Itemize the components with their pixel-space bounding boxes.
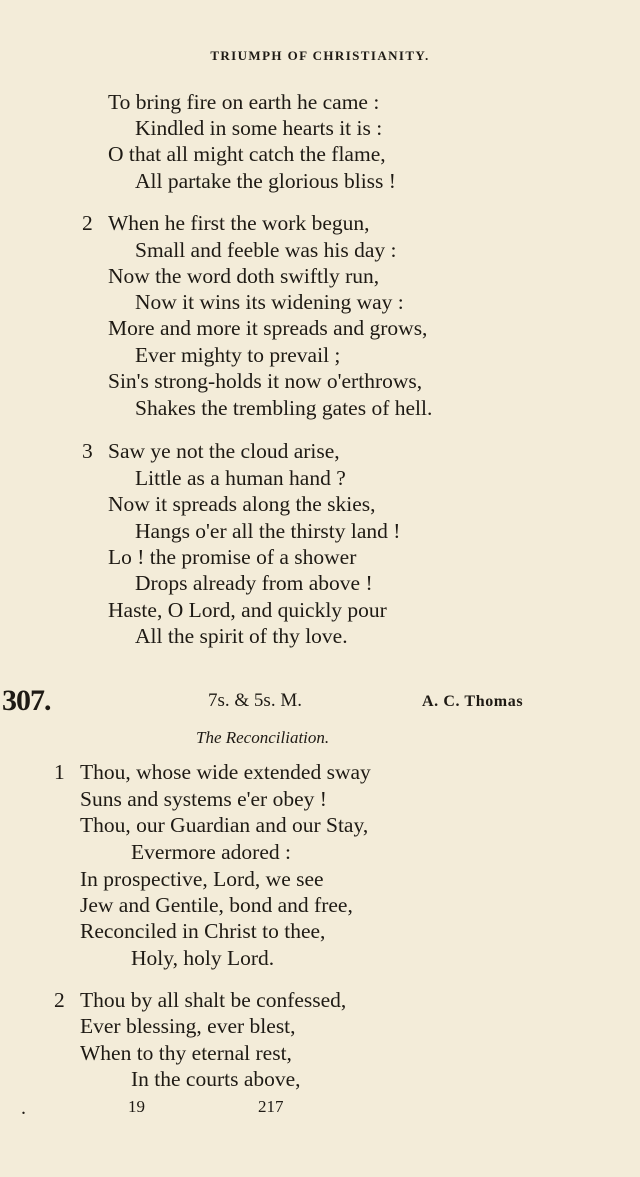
verse-line: Now it spreads along the skies, [108,492,376,516]
verse-line: Drops already from above ! [135,571,373,595]
verse-line: Thou, whose wide extended sway [80,760,371,784]
verse-line: Shakes the trembling gates of hell. [135,396,433,420]
page-number: 217 [258,1097,284,1116]
verse-line: More and more it spreads and grows, [108,316,428,340]
verse-line: When to thy eternal rest, [80,1041,292,1065]
verse-line: Haste, O Lord, and quickly pour [108,598,387,622]
verse-line: Little as a human hand ? [135,466,346,490]
verse-line: Kindled in some hearts it is : [135,116,383,140]
verse-line: Holy, holy Lord. [131,946,275,970]
footer-mark: . [21,1097,26,1119]
verse-line: When he first the work begun, [108,211,370,235]
verse-line: Sin's strong-holds it now o'erthrows, [108,369,423,393]
verse-line: Jew and Gentile, bond and free, [80,893,353,917]
verse-line: Suns and systems e'er obey ! [80,787,327,811]
verse-number: 2 [54,988,65,1012]
signature-mark: 19 [128,1097,145,1116]
verse-line: Now the word doth swiftly run, [108,264,380,288]
verse-line: Small and feeble was his day : [135,238,397,262]
hymn-meter: 7s. & 5s. M. [208,690,302,711]
hymn-author: A. C. Thomas [422,693,524,710]
verse-line: Ever mighty to prevail ; [135,343,341,367]
hymn-title: The Reconciliation. [196,728,330,747]
hymn-number: 307. [2,684,51,717]
verse-line: Saw ye not the cloud arise, [108,439,340,463]
verse-line: Thou by all shalt be confessed, [80,988,347,1012]
verse-line: Thou, our Guardian and our Stay, [80,813,369,837]
verse-number: 3 [82,439,93,463]
verse-line: Evermore adored : [131,840,291,864]
verse-line: All the spirit of thy love. [135,624,348,648]
verse-line: Ever blessing, ever blest, [80,1014,296,1038]
verse-line: To bring fire on earth he came : [108,90,380,114]
verse-number: 1 [54,760,65,784]
verse-line: O that all might catch the flame, [108,142,386,166]
verse-line: Hangs o'er all the thirsty land ! [135,519,401,543]
verse-line: Reconciled in Christ to thee, [80,919,326,943]
verse-line: Now it wins its widening way : [135,290,404,314]
verse-line: In prospective, Lord, we see [80,867,324,891]
verse-line: Lo ! the promise of a shower [108,545,357,569]
verse-line: In the courts above, [131,1067,301,1091]
verse-line: All partake the glorious bliss ! [135,169,396,193]
verse-number: 2 [82,211,93,235]
running-title: TRIUMPH OF CHRISTIANITY. [210,48,430,63]
